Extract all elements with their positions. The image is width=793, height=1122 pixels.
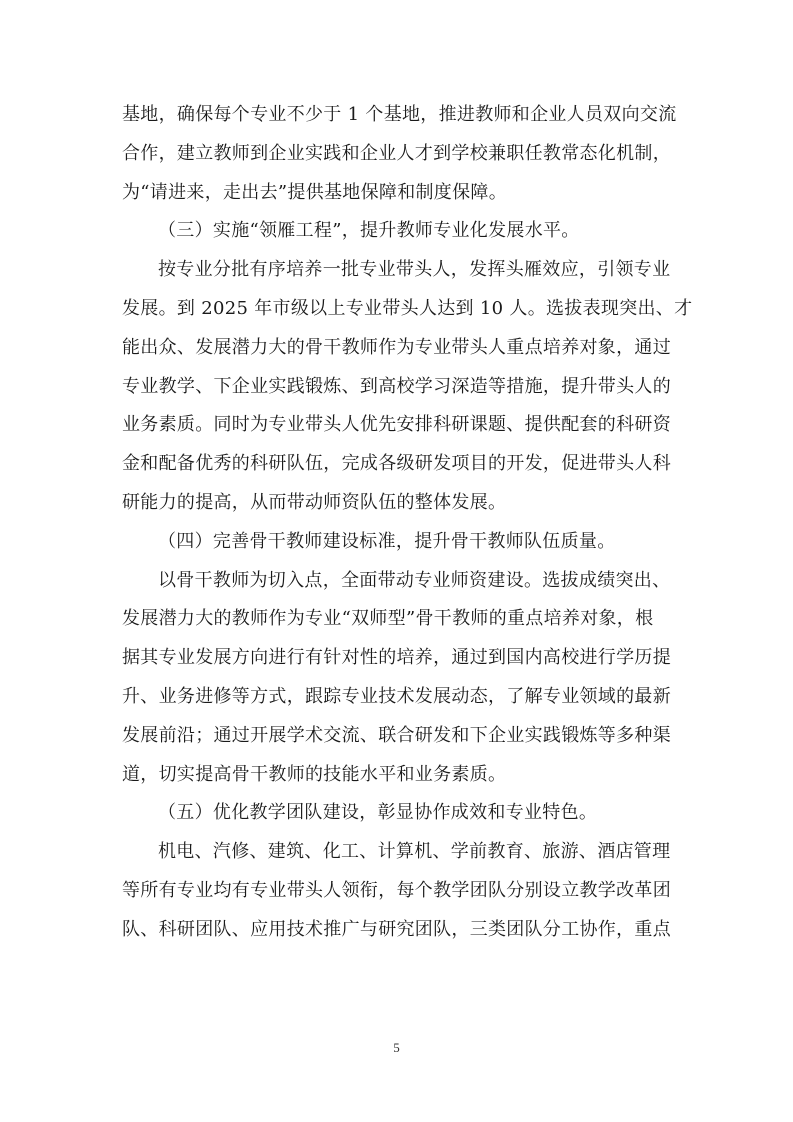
text-line: 等所有专业均有专业带头人领衔，每个教学团队分别设立教学改革团 <box>122 879 671 901</box>
text-line: 发展前沿；通过开展学术交流、联合研发和下企业实践锻炼等多种渠 <box>122 724 671 746</box>
paragraph-teaching-teams <box>122 833 674 949</box>
text-line: 研能力的提高，从而带动师资队伍的整体发展。 <box>122 491 507 513</box>
text-line: 据其专业发展方向进行有针对性的培养，通过到国内高校进行学历提 <box>122 647 671 669</box>
text-line: 机电、汽修、建筑、化工、计算机、学前教育、旅游、酒店管理 <box>158 841 671 863</box>
page-number: 5 <box>393 1040 400 1055</box>
text-line: 按专业分批有序培养一批专业带头人，发挥头雁效应，引领专业 <box>158 259 671 281</box>
section-heading-5: （五）优化教学团队建设，彰显协作成效和专业特色。 <box>158 802 598 824</box>
paragraph-base-support <box>122 96 677 212</box>
text-line: 升、业务进修等方式，跟踪专业技术发展动态，了解专业领域的最新 <box>122 685 671 707</box>
text-line: 合作，建立教师到企业实践和企业人才到学校兼职任教常态化机制， <box>122 142 671 164</box>
document-body <box>122 96 693 950</box>
paragraph-backbone-teachers <box>122 562 674 795</box>
text-line: 业务素质。同时为专业带头人优先安排科研课题、提供配套的科研资 <box>122 414 671 436</box>
text-line: 发展。到 2025 年市级以上专业带头人达到 10 人。选拔表现突出、才 <box>122 297 693 319</box>
text-line: 基地，确保每个专业不少于 1 个基地，推进教师和企业人员双向交流 <box>122 104 677 125</box>
text-line: 以骨干教师为切入点，全面带动专业师资建设。选拔成绩突出、 <box>158 569 671 591</box>
text-line: 队、科研团队、应用技术推广与研究团队，三类团队分工协作，重点 <box>122 918 671 940</box>
section-heading-3: （三）实施“领雁工程”，提升教师专业化发展水平。 <box>158 220 580 242</box>
paragraph-lead-goose-project <box>122 251 693 523</box>
text-line: 能出众、发展潜力大的骨干教师作为专业带头人重点培养对象，通过 <box>122 336 671 358</box>
text-line: 金和配备优秀的科研队伍，完成各级研发项目的开发，促进带头人科 <box>122 453 671 475</box>
text-line: 专业教学、下企业实践锻炼、到高校学习深造等措施，提升带头人的 <box>122 375 671 397</box>
text-line: 发展潜力大的教师作为专业“双师型”骨干教师的重点培养对象，根 <box>122 608 654 630</box>
section-heading-4: （四）完善骨干教师建设标准，提升骨干教师队伍质量。 <box>158 530 616 552</box>
text-line: 为“请进来，走出去”提供基地保障和制度保障。 <box>122 181 508 203</box>
text-line: 道，切实提高骨干教师的技能水平和业务素质。 <box>122 763 507 785</box>
